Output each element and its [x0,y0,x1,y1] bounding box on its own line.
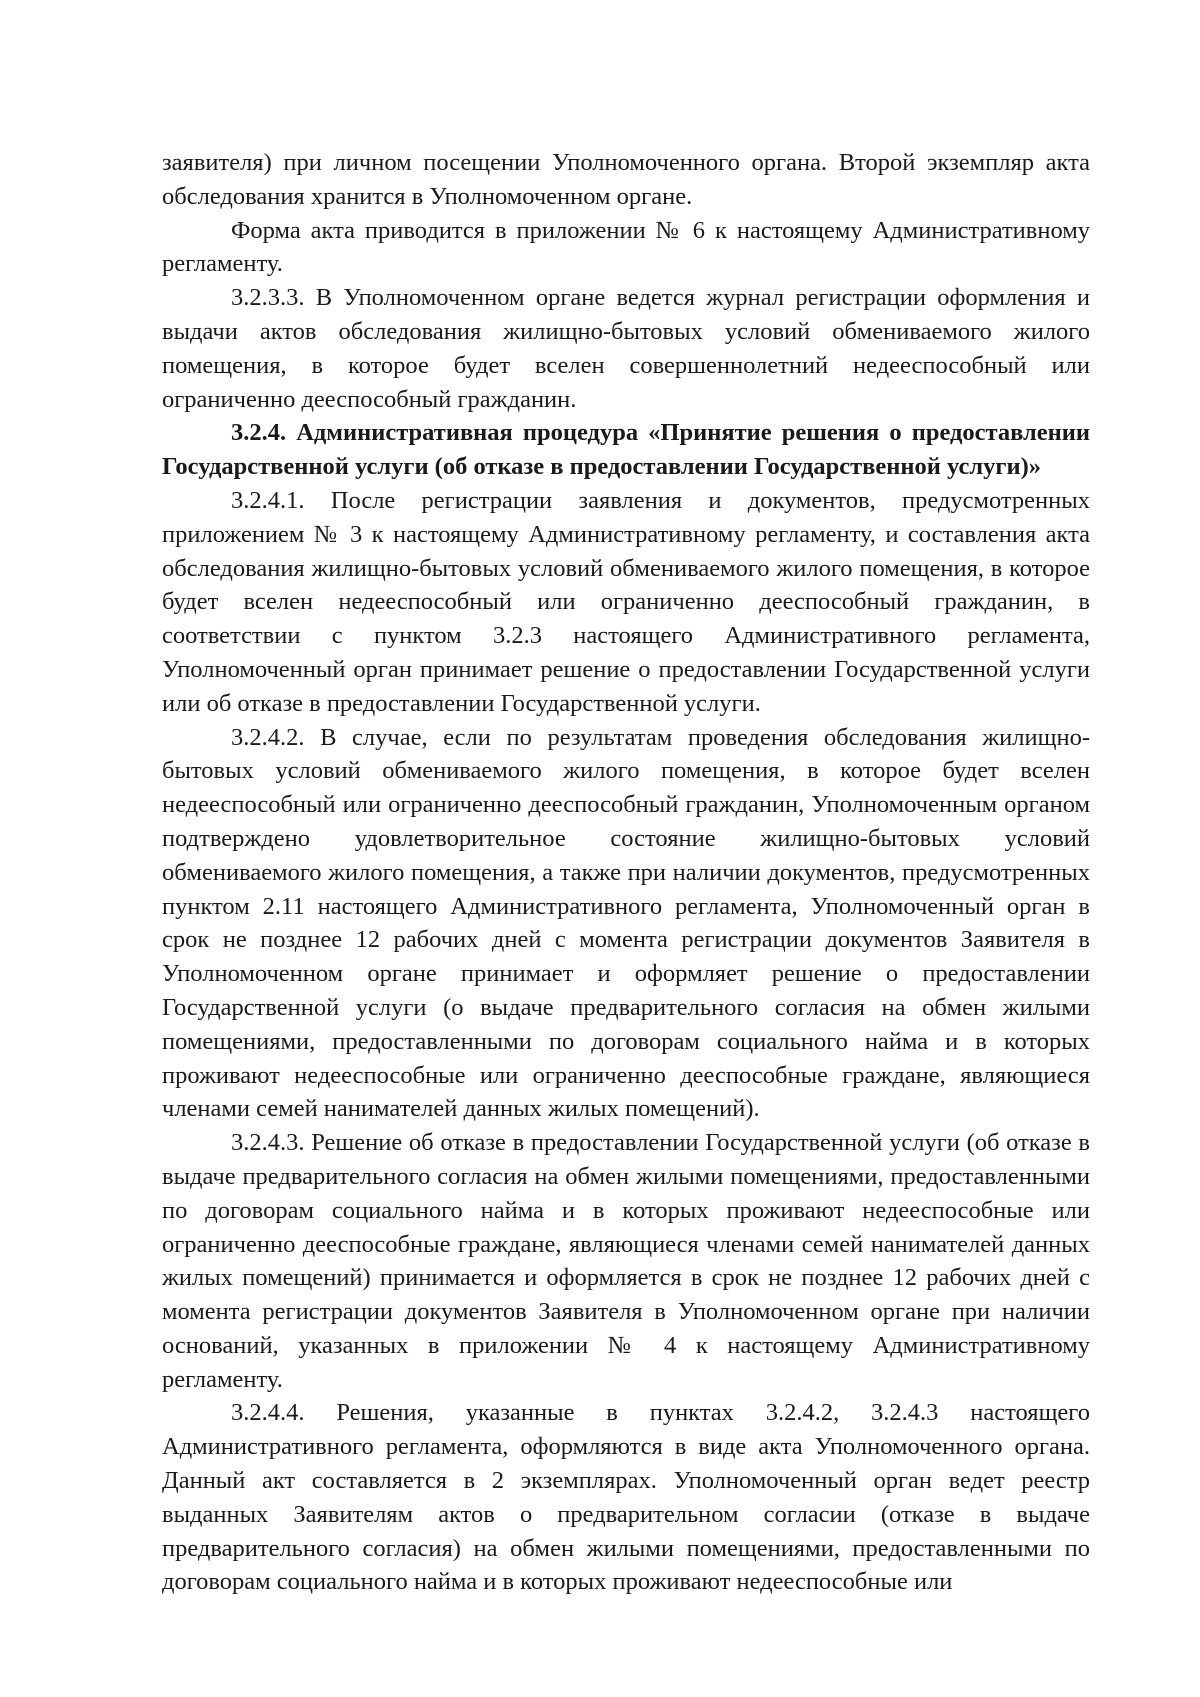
paragraph-3-2-3-3: 3.2.3.3. В Уполномоченном органе ведется журнал регистрации оформления и выдачи актов обследования жилищно-бытовых условий обмениваемого жилого помещения, в которое будет вселен совершеннолетний недееспособный или ограниченно дееспособный гражданин. [162,284,1090,413]
section-heading-3-2-4: 3.2.4. Административная процедура «Принятие решения о предоставлении Государственной услуги (об отказе в предоставлении Государственной услуги)» [162,419,1090,481]
paragraph-continuation: заявителя) при личном посещении Уполномоченного органа. Второй экземпляр акта обследования хранится в Уполномоченном органе. [162,149,1090,210]
paragraph-act-form: Форма акта приводится в приложении № 6 к настоящему Административному регламенту. [162,216,1090,278]
paragraph-3-2-4-2: 3.2.4.2. В случае, если по результатам проведения обследования жилищно-бытовых условий обмениваемого жилого помещения, в которое будет вселен недееспособный или ограниченно дееспособный гражданин, Уполномоченным органом подтверждено удовлетворительное состояние жилищно-бытовых условий обмениваемого жилого помещения, а также при наличии документов, предусмотренных пунктом 2.11 настоящего Административного регламента, Уполномоченный орган в срок не позднее 12 рабочих дней с момента регистрации документов Заявителя в Уполномоченном органе принимает и оформляет решение о предоставлении Государственной услуги (о выдаче предварительного согласия на обмен жилыми помещениями, предоставленными по договорам социального найма и в которых проживают недееспособные или ограниченно дееспособные граждане, являющиеся членами семей нанимателей данных жилых помещений). [162,723,1090,1123]
document-body [162,146,1090,1599]
paragraph-3-2-4-4: 3.2.4.4. Решения, указанные в пунктах 3.2.4.2, 3.2.4.3 настоящего Административного регламента, оформляются в виде акта Уполномоченного органа. Данный акт составляется в 2 экземплярах. Уполномоченный орган ведет реестр выданных Заявителям актов о предварительном согласии (отказе в выдаче предварительного согласия) на обмен жилыми помещениями, предоставленными по договорам социального найма и в которых проживают недееспособные или [162,1399,1090,1596]
paragraph-3-2-4-3: 3.2.4.3. Решение об отказе в предоставлении Государственной услуги (об отказе в выдаче предварительного согласия на обмен жилыми помещениями, предоставленными по договорам социального найма и в которых проживают недееспособные или ограниченно дееспособные граждане, являющиеся членами семей нанимателей данных жилых помещений) принимается и оформляется в срок не позднее 12 рабочих дней с момента регистрации документов Заявителя в Уполномоченном органе при наличии оснований, указанных в приложении № 4 к настоящему Административному регламенту. [162,1129,1090,1393]
paragraph-3-2-4-1: 3.2.4.1. После регистрации заявления и документов, предусмотренных приложением № 3 к настоящему Административному регламенту, и составления акта обследования жилищно-бытовых условий обмениваемого жилого помещения, в которое будет вселен недееспособный или ограниченно дееспособный гражданин, в соответствии с пунктом 3.2.3 настоящего Административного регламента, Уполномоченный орган принимает решение о предоставлении Государственной услуги или об отказе в предоставлении Государственной услуги. [162,486,1090,717]
